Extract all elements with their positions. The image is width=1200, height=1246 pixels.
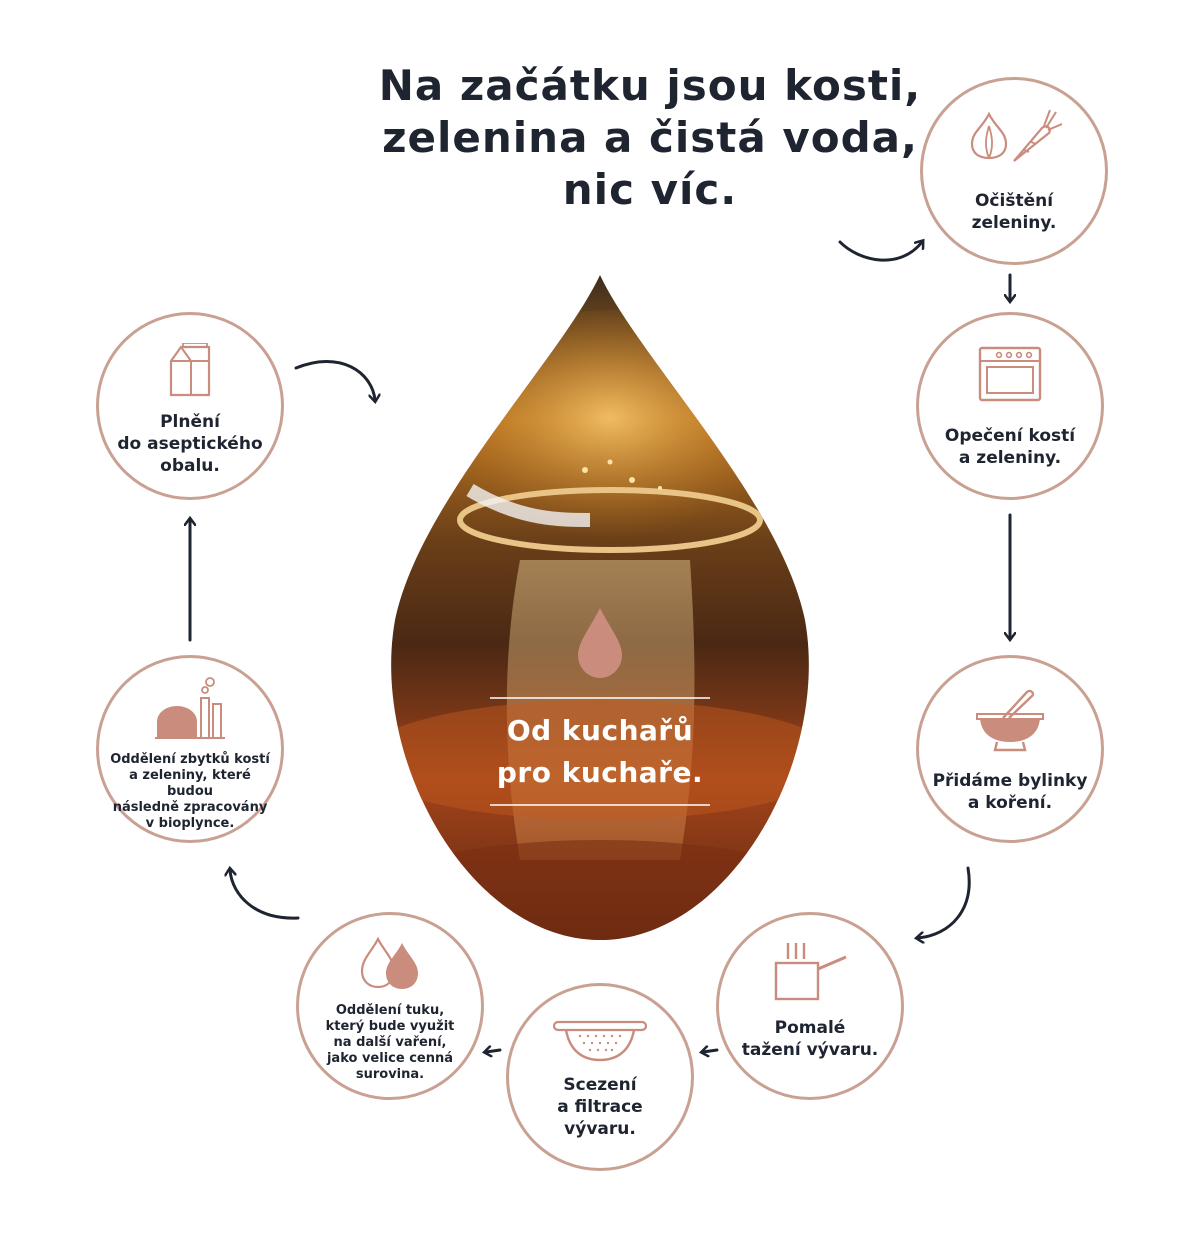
arrow-to-step-7 [230, 870, 298, 918]
title-line: nic víc. [562, 165, 738, 214]
step-separate-fat [296, 912, 484, 1100]
step-clean-vegetables [920, 77, 1108, 265]
title-line: Na začátku jsou kosti, [378, 61, 922, 110]
biogas-plant-icon [99, 674, 281, 740]
step-label: Oddělení zbytků kostí a zeleniny, které budou následně zpracovány v bioplynce. [110, 752, 270, 831]
strainer-icon [509, 1016, 691, 1066]
mortar-pestle-icon [919, 684, 1101, 754]
arrow-to-step-6 [486, 1050, 500, 1052]
arrow-to-step-1 [840, 242, 922, 260]
garlic-carrot-icon [923, 106, 1105, 166]
oven-icon [919, 345, 1101, 403]
step-strain-filter [506, 983, 694, 1171]
step-roast-bones [916, 312, 1104, 500]
step-label: Opečení kostí a zeleniny. [944, 426, 1076, 468]
step-label: Očištění zeleniny. [971, 191, 1057, 233]
arrow-to-step-4 [918, 868, 969, 938]
pot-icon [719, 939, 901, 1005]
arrow-to-step-5 [703, 1050, 717, 1052]
step-label: Pomalé tažení vývaru. [741, 1018, 879, 1060]
title-line: zelenina a čistá voda, [382, 113, 918, 162]
center-caption-line: pro kuchaře. [496, 756, 704, 789]
step-add-herbs [916, 655, 1104, 843]
step-fill-aseptic [96, 312, 284, 500]
step-label: Přidáme bylinky a koření. [932, 771, 1088, 813]
drops-icon [299, 935, 481, 991]
step-slow-simmer [716, 912, 904, 1100]
arrow-to-center [296, 361, 375, 400]
carton-icon [99, 343, 281, 399]
step-separate-leftovers [96, 655, 284, 843]
step-label: Oddělení tuku, který bude využit na další vaření, jako velice cenná surovina. [325, 1003, 455, 1082]
step-label: Plnění do aseptického obalu. [117, 412, 263, 476]
center-caption-line: Od kuchařů [506, 714, 694, 747]
step-label: Scezení a filtrace vývaru. [557, 1075, 643, 1139]
